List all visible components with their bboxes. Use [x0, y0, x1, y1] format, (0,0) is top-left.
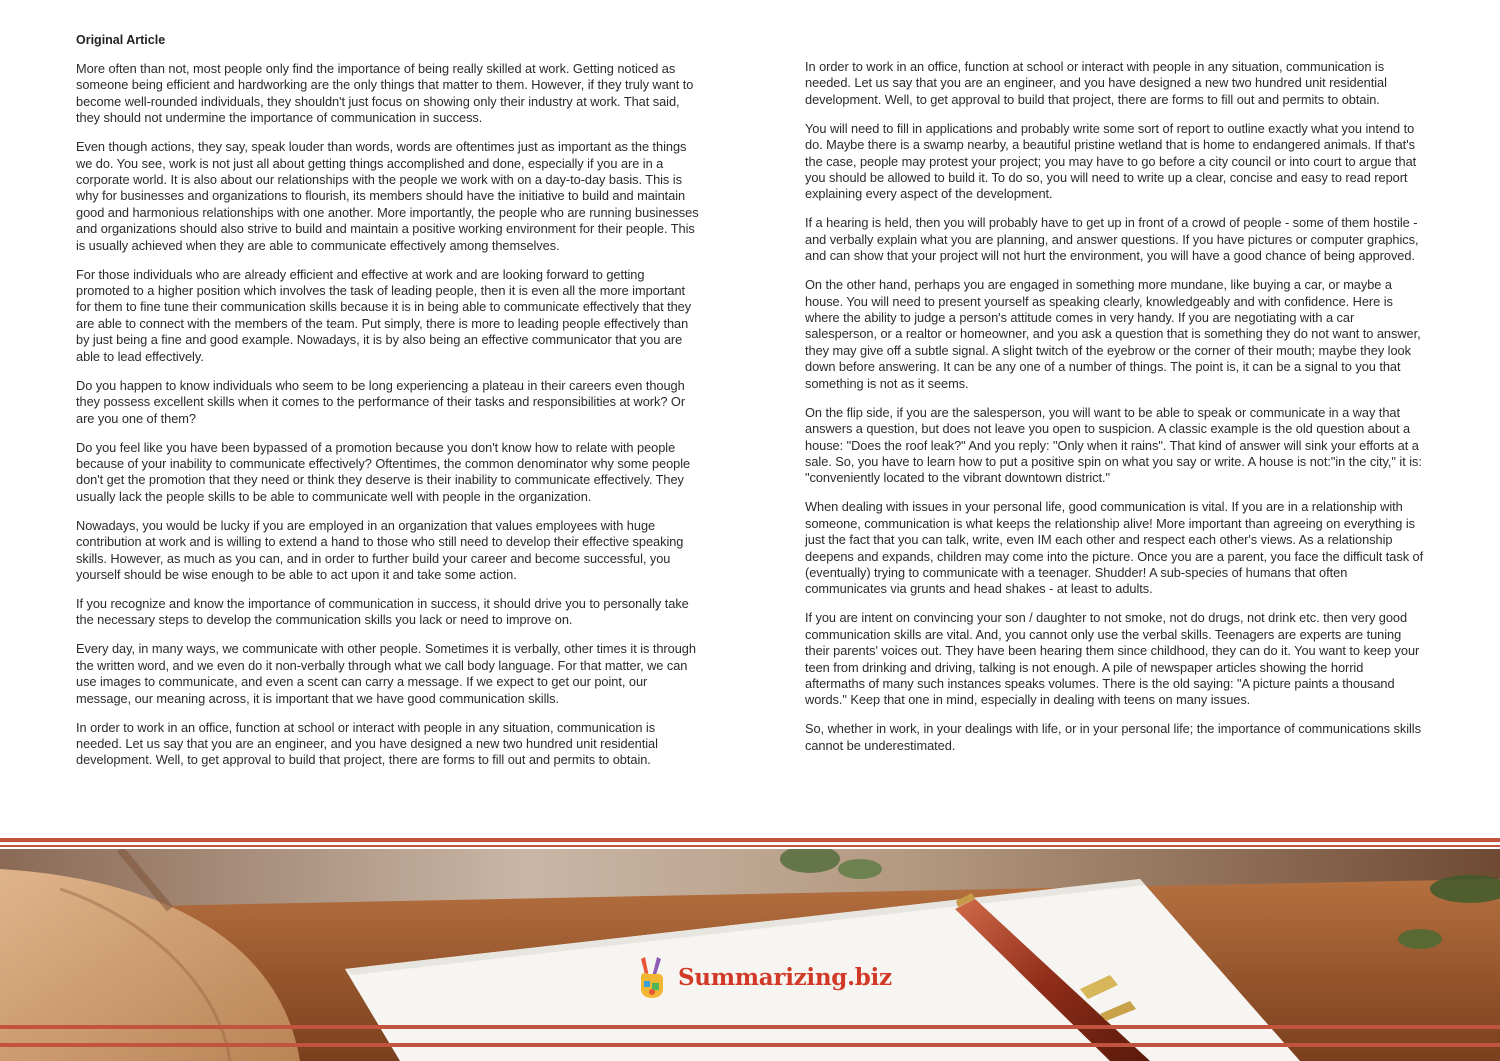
article-paragraph: So, whether in work, in your dealings with life, or in your personal life; the importance of communications skills cannot be underestimated. [805, 721, 1421, 753]
article-heading: Original Article [76, 33, 166, 47]
article-paragraph: On the other hand, perhaps you are engaged in something more mundane, like buying a car, or maybe a house. You will need to present yourself as speaking clearly, knowledgeably and with confidence. Here is where the ability to judge a person's attitude comes in very handy. If you are negotiating with a car salesperson, or a realtor or homeowner, and you ask a question that is something they do not want to answer, they may give off a subtle signal. A slight twitch of the eyebrow or the corner of their mouth; maybe they look down before answering. It can be any one of a number of things. The point is, it can be a signal to you that something is not as it seems. [805, 277, 1421, 391]
article-paragraph: When dealing with issues in your personal life, good communication is vital. If you are in a relationship with someone, communication is what keeps the relationship alive! More important than agreeing on everything is just the fact that you can talk, write, even IM each other and respect each other's views. As a relationship deepens and expands, children may come into the picture. Once you are a parent, you face the difficult task of (eventually) trying to communicate with a teenager. Shudder! A sub-species of humans that often communicates via grunts and head shakes - at least to adults. [805, 499, 1424, 597]
article-paragraph: You will need to fill in applications and probably write some sort of report to outline exactly what you intend to do. Maybe there is a swamp nearby, a beautiful pristine wetland that is home to endangered animals. If that's the case, people may protest your project; you may have to go before a city council or into court to argue that you should be allowed to build it. To do so, you will need to write up a clear, concise and easy to read report explaining every aspect of the development. [805, 120, 1417, 202]
logo-text: Summarizing.biz [678, 963, 892, 991]
peace-hand-icon [636, 955, 668, 999]
accent-rule [0, 1025, 1500, 1029]
article-paragraph: In order to work in an office, function at school or interact with people in any situation, communication is needed. Let us say that you are an engineer, and you have designed a new two hundred unit residential development. Well, to get approval to build that project, there are forms to fill out and permits to obtain. [76, 719, 658, 768]
article-paragraph: If a hearing is held, then you will probably have to get up in front of a crowd of people - some of them hostile - and verbally explain what you are planning, and answer questions. If you have pictures or computer graphics, and can show that your project will not hurt the environment, you will have a good chance of being approved. [805, 215, 1419, 264]
article-paragraph: On the flip side, if you are the salesperson, you will want to be able to speak or communicate in a way that answers a question, but does not leave you open to suspicion. A classic example is the old question about a house: "Does the roof leak?" And you reply: "Only when it rains". That kind of answer will sink your efforts at a sale. So, you have to learn how to put a positive spin on what you say or write. A house is not:"in the city," it is: "conveniently located to the vibrant downtown district." [805, 404, 1422, 486]
summarizing-logo[interactable] [636, 955, 892, 999]
article-paragraph: Every day, in many ways, we communicate with other people. Sometimes it is verbally, other times it is through the written word, and we even do it non-verbally through what we call body language. For that matter, we can use images to communicate, and even a scent can carry a message. If we expect to get our point, our message, our meaning across, it is important that we have good communication skills. [76, 641, 696, 706]
article-paragraph: Even though actions, they say, speak louder than words, words are oftentimes just as important as the things we do. You see, work is not just all about getting things accomplished and done, especially if you are in a corporate world. It is also about our relationships with the people we work with on a day-to-day basis. This is why for businesses and organizations to flourish, its members should have the initiative to build and maintain good and harmonious relationships with one another. More importantly, the people who are running businesses and organizations should also strive to build and maintain a positive working environment for their people. This is usually achieved when they are able to communicate effectively among themselves. [76, 139, 699, 253]
article-paragraph: For those individuals who are already efficient and effective at work and are looking forward to getting promoted to a higher position which involves the task of leading people, then it is even all the more important for them to fine tune their communication skills because it is in being able to communicate effectively that they are able to connect with the members of the team. Put simply, there is more to leading people effectively than by just being a fine and good example. Nowadays, it is by also being an effective communicator that you are able to lead effectively. [76, 266, 692, 364]
article-paragraph: If you are intent on convincing your son / daughter to not smoke, not do drugs, not drink etc. then very good communication skills are vital. And, you cannot only use the verbal skills. Teenagers are experts are tuning their parents' voices out. They have been hearing them since childhood, they can do it. You want to keep your teen from drinking and driving, talking is not enough. A pile of newspaper articles showing the horrid aftermaths of many such instances speaks volumes. There is the old saying: "A picture paints a thousand words." Keep that one in mind, especially in dealing with teens on many issues. [805, 610, 1420, 708]
article-paragraph: In order to work in an office, function at school or interact with people in any situation, communication is needed. Let us say that you are an engineer, and you have designed a new two hundred unit residential development. Well, to get approval to build that project, there are forms to fill out and permits to obtain. [805, 59, 1387, 107]
article-paragraph: More often than not, most people only find the importance of being really skilled at work. Getting noticed as someone being efficient and hardworking are the only things that matter to them. However, if they truly want to become well-rounded individuals, they shouldn't just focus on showing only their industry at work. That said, they should not undermine the importance of communication in success. [76, 61, 694, 126]
accent-rule [0, 1043, 1500, 1047]
article-paragraph: Nowadays, you would be lucky if you are employed in an organization that values employees with huge contribution at work and is willing to extend a hand to those who still need to develop their effective speaking skills. However, as much as you can, and in order to further build your career and become successful, you yourself should be wise enough to be able to act upon it and take some action. [76, 517, 684, 582]
accent-rule [0, 845, 1500, 847]
accent-rule [0, 838, 1500, 842]
article-right-column [805, 59, 1425, 767]
article-left-column [76, 32, 700, 781]
article-paragraph: If you recognize and know the importance of communication in success, it should drive you to personally take the necessary steps to develop the communication skills you lack or need to improve on. [76, 595, 689, 628]
article-paragraph: Do you happen to know individuals who seem to be long experiencing a plateau in their careers even though they possess excellent skills when it comes to the performance of their tasks and responsibilities at work? Or are you one of them? [76, 377, 686, 426]
article-paragraph: Do you feel like you have been bypassed of a promotion because you don't know how to relate with people because of your inability to communicate effectively? Oftentimes, the common denominator why some people don't get the promotion that they need or think they deserve is their inability to communicate effectively. They usually lack the people skills to be able to communicate well with people in the organization. [76, 439, 691, 504]
footer-banner [0, 838, 1500, 1061]
